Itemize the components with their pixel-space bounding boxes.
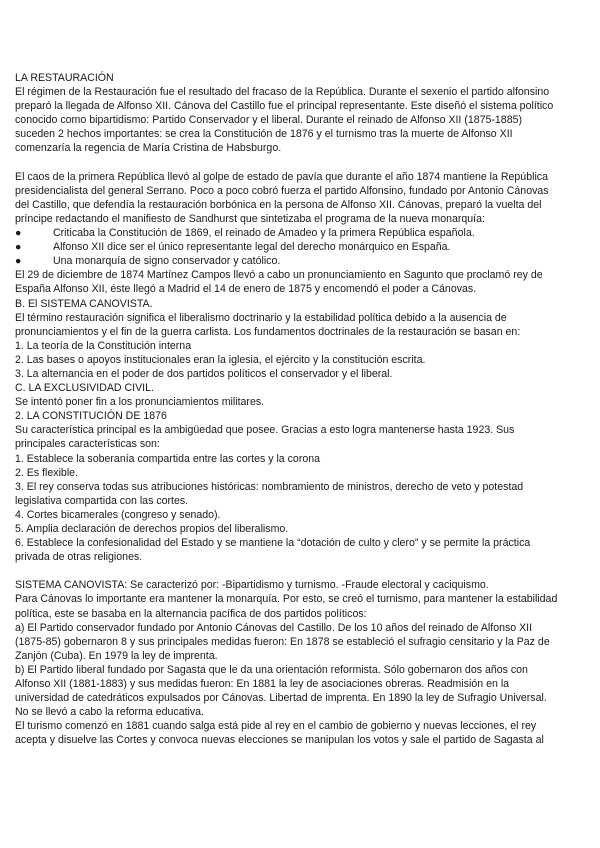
text-line: principales características son:	[15, 438, 160, 451]
bullet-icon: ●	[15, 227, 22, 240]
text-line: acepta y disuelve las Cortes y convoca nuevas elecciones se manipulan los votos y sale el partido de Sagasta al	[15, 734, 544, 747]
section-heading: C. LA EXCLUSIVIDAD CIVIL.	[15, 382, 154, 395]
section-caos-republica	[15, 170, 592, 565]
text-line: (1875-85) gobernaron 8 y sus principales medidas fueron: En 1878 se estableció el sufragio censitario y la Paz de	[15, 635, 550, 648]
text-line: El 29 de diciembre de 1874 Martínez Campos llevó a cabo un pronunciamiento en Sagunto que proclamó rey de	[15, 269, 543, 282]
text-line: príncipe redactando el manifiesto de Sandhurst que sintetizaba el programa de la nueva monarquía:	[15, 212, 485, 225]
list-item: 3. La alternancia en el poder de dos partidos políticos el conservador y el liberal.	[15, 367, 393, 380]
text-line: Se intentó poner fin a los pronunciamientos militares.	[15, 396, 265, 409]
text-line: política, este se basaba en la alternancia pacífica de dos partidos políticos:	[15, 607, 367, 620]
text-line: Alfonso XII (1881-1883) y sus medidas fueron: En 1881 la ley de asociaciones obreras. Readmisión en la	[15, 678, 510, 691]
section-heading: 2. LA CONSTITUCIÓN DE 1876	[15, 410, 167, 423]
text-line: España Alfonso XII, éste llegó a Madrid el 14 de enero de 1875 y encomendó el poder a Cánovas.	[15, 283, 477, 296]
text-line: del Castillo, que defendía la restauración borbónica en la persona de Alfonso XII. Cánovas, preparó la vuelta del	[15, 198, 542, 211]
list-item: 2. Es flexible.	[15, 466, 79, 479]
section-heading: B. El SISTEMA CANOVISTA.	[15, 297, 153, 310]
paragraph-gap	[15, 156, 592, 170]
text-line: Su característica principal es la ambigüedad que posee. Gracias a esto logra mantenerse hasta 1923. Sus	[15, 424, 515, 437]
text-line: Para Cánovas lo importante era mantener la monarquía. Por esto, se creó el turnismo, para mantener la estabilidad	[15, 593, 558, 606]
text-line: Zanjón (Cuba). En 1979 la ley de imprenta.	[15, 649, 218, 662]
list-item: 5. Amplia declaración de derechos propios del liberalismo.	[15, 523, 289, 535]
bullet-item	[15, 240, 592, 254]
text-line: suceden 2 hechos importantes: se crea la Constitución de 1876 y el turnismo tras la muerte de Alfonso XII	[15, 128, 513, 141]
text-line: comenzaría la regencia de María Cristina de Habsburgo.	[15, 142, 282, 155]
bullet-text: Alfonso XII dice ser el único representante legal del derecho monárquico en España.	[53, 241, 451, 254]
list-item: 1. Establece la soberanía compartida entre las cortes y la corona	[15, 452, 321, 465]
list-item: 1. La teoría de la Constitución interna	[15, 339, 192, 352]
list-item: b) El Partido liberal fundado por Sagasta que le da una orientación reformista. Sólo gobernaron dos años con	[15, 663, 528, 676]
bullet-icon: ●	[15, 241, 22, 254]
text-line: El caos de la primera República llevó al golpe de estado de pavía que durante el año 1874 mantiene la República	[15, 170, 548, 183]
list-item: 4. Cortes bicamerales (congreso y senado).	[15, 508, 221, 521]
text-line: legislativa compartida con las cortes.	[15, 494, 189, 507]
text-line: El régimen de la Restauración fue el resultado del fracaso de la República. Durante el sexenio el partido alfonsino	[15, 86, 550, 99]
list-item: 6. Establece la confesionalidad del Estado y se mantiene la “dotación de culto y clero” y se permite la práctica	[15, 537, 531, 550]
text-line: privada de otras religiones.	[15, 551, 143, 564]
bullet-item	[15, 226, 592, 240]
text-line: presidencialista del general Serrano. Poco a poco cobró fuerza el partido Alfonsino, fundado por Antonio Cánovas	[15, 184, 549, 197]
list-item: 2. Las bases o apoyos institucionales eran la iglesia, el ejército y la constitución escrita.	[15, 353, 426, 366]
section-heading: LA RESTAURACIÓN	[15, 72, 114, 84]
bullet-item	[15, 254, 592, 268]
paragraph-gap	[15, 564, 592, 578]
text-line: pronunciamientos y el fin de la guerra carlista. Los fundamentos doctrinales de la restauración se basan en:	[15, 325, 521, 338]
text-line: universidad de catedráticos expulsados por Cánovas. Libertad de imprenta. En 1890 la ley de Sufragio Universal.	[15, 692, 547, 705]
text-line: El término restauración significa el liberalismo doctrinario y la estabilidad política debido a la ausencia de	[15, 311, 507, 324]
bullet-text: Una monarquía de signo conservador y católico.	[53, 255, 281, 268]
bullet-icon: ●	[15, 255, 22, 268]
list-item: 3. El rey conserva todas sus atribuciones históricas: nombramiento de ministros, derecho de veto y potestad	[15, 480, 524, 493]
section-heading: SISTEMA CANOVISTA: Se caracterizó por: -Bipartidismo y turnismo. -Fraude electoral y caciquismo.	[15, 579, 489, 592]
text-line: preparó la llegada de Alfonso XII. Cánova del Castillo fue el principal representante. Este diseñó el sistema político	[15, 100, 554, 113]
list-item: a) El Partido conservador fundado por Antonio Cánovas del Castillo. De los 10 años del reinado de Alfonso XII	[15, 621, 533, 634]
text-line: No se llevó a cabo la reforma educativa.	[15, 706, 205, 719]
section-restauracion-intro	[15, 71, 592, 156]
text-line: conocido como bipartidismo: Partido Conservador y el liberal. Durante el reinado de Alfonso XII (1875-1885)	[15, 114, 523, 127]
section-sistema-canovista	[15, 578, 592, 747]
text-line: El turismo comenzó en 1881 cuando salga está pide al rey en el cambio de gobierno y nuevas lecciones, el rey	[15, 720, 537, 733]
bullet-text: Criticaba la Constitución de 1869, el reinado de Amadeo y la primera República española.	[53, 227, 475, 240]
